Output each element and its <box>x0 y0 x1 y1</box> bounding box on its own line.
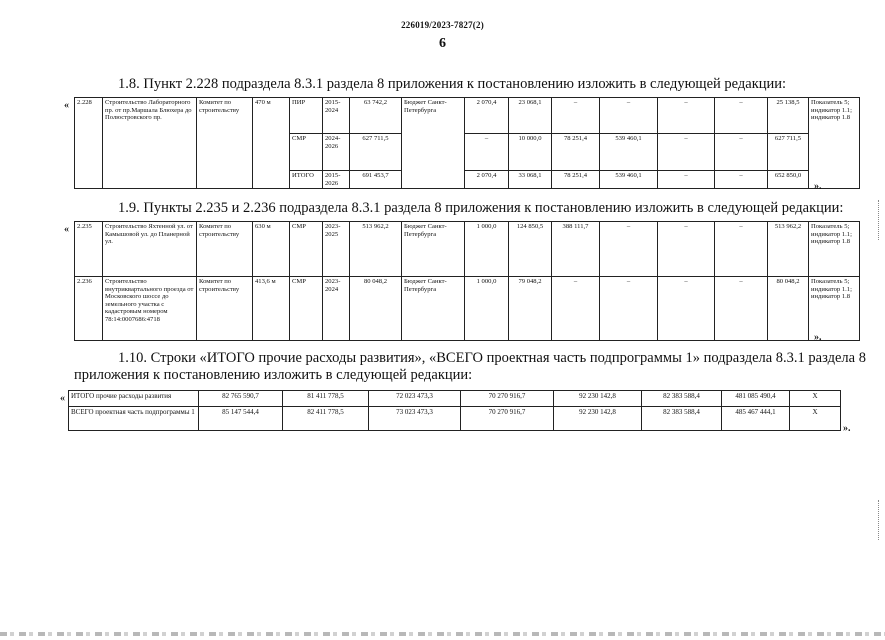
cell-value: 82 765 590,7 <box>199 391 283 407</box>
cell-indicators: Показатель 5; индикатор 1.1; индикатор 1.8 <box>809 277 860 341</box>
table-row <box>69 391 841 407</box>
open-quote-mark: « <box>64 100 69 111</box>
cell-value: Х <box>790 407 841 431</box>
cell-value: 124 850,5 <box>509 222 552 277</box>
cell-name: Строительство Лабораторного пр. от пр.Маршала Блюхера до Полюстровского пр. <box>103 98 197 189</box>
cell-value: – <box>600 98 658 134</box>
document-number: 226019/2023-7827(2) <box>401 20 484 30</box>
cell-value: 85 147 544,4 <box>199 407 283 431</box>
cell-value: 2 070,4 <box>465 171 509 189</box>
paragraph-1-10-line1: 1.10. Строки «ИТОГО прочие расходы развития», «ВСЕГО проектная часть подпрограммы 1» подраздела 8.3.1 раздела 8 <box>118 350 866 366</box>
table-row <box>69 407 841 431</box>
page-number: 6 <box>439 36 446 51</box>
cell-value: 388 111,7 <box>552 222 600 277</box>
cell-value: 72 023 473,3 <box>369 391 461 407</box>
cell-total: 513 962,2 <box>350 222 402 277</box>
scan-edge-mark <box>878 500 885 540</box>
cell-num: 2.228 <box>75 98 103 189</box>
cell-value: – <box>658 171 715 189</box>
cell-period: 2015-2024 <box>323 98 350 134</box>
cell-period: 2015-2026 <box>323 171 350 189</box>
cell-period: 2024-2026 <box>323 134 350 171</box>
cell-value: 23 068,1 <box>509 98 552 134</box>
cell-value: 82 411 778,5 <box>283 407 369 431</box>
scan-noise-line <box>0 632 885 636</box>
cell-value: – <box>715 277 768 341</box>
cell-period: 2023-2024 <box>323 277 350 341</box>
cell-value: 627 711,5 <box>768 134 809 171</box>
cell-value: 33 068,1 <box>509 171 552 189</box>
cell-value: 652 850,0 <box>768 171 809 189</box>
cell-value: 79 048,2 <box>509 277 552 341</box>
cell-value: – <box>715 222 768 277</box>
cell-period: 2023-2025 <box>323 222 350 277</box>
cell-type: ПИР <box>290 98 323 134</box>
cell-value: – <box>600 277 658 341</box>
cell-value: – <box>552 98 600 134</box>
cell-total: 691 453,7 <box>350 171 402 189</box>
cell-type: ИТОГО <box>290 171 323 189</box>
cell-value: 78 251,4 <box>552 134 600 171</box>
close-quote-mark: ». <box>814 181 822 192</box>
cell-value: 1 000,0 <box>465 277 509 341</box>
cell-indicators: Показатель 5; индикатор 1.1; индикатор 1.8 <box>809 98 860 189</box>
cell-value: – <box>658 134 715 171</box>
cell-value: – <box>715 134 768 171</box>
cell-executor: Комитет по строительству <box>197 277 253 341</box>
cell-value: 539 460,1 <box>600 134 658 171</box>
cell-value: – <box>658 98 715 134</box>
cell-value: 73 023 473,3 <box>369 407 461 431</box>
cell-value: 80 048,2 <box>768 277 809 341</box>
cell-value: – <box>465 134 509 171</box>
cell-num: 2.235 <box>75 222 103 277</box>
cell-type: СМР <box>290 277 323 341</box>
table-row <box>75 222 860 277</box>
cell-source: Бюджет Санкт-Петербурга <box>402 222 465 277</box>
cell-capacity: 470 м <box>253 98 290 189</box>
cell-source: Бюджет Санкт-Петербурга <box>402 98 465 189</box>
cell-value: – <box>600 222 658 277</box>
cell-value: – <box>552 277 600 341</box>
cell-value: – <box>715 98 768 134</box>
cell-capacity: 630 м <box>253 222 290 277</box>
cell-type: СМР <box>290 134 323 171</box>
close-quote-mark: ». <box>843 423 851 434</box>
cell-total: 63 742,2 <box>350 98 402 134</box>
cell-total: 80 048,2 <box>350 277 402 341</box>
cell-value: 25 138,5 <box>768 98 809 134</box>
cell-executor: Комитет по строительству <box>197 222 253 277</box>
table-item-2-228 <box>74 97 860 189</box>
cell-name: Строительство внутриквартального проезда от Московского шоссе до земельного участка с кадастровым номером 78:14:0007686:4718 <box>103 277 197 341</box>
cell-value: 82 383 588,4 <box>642 407 722 431</box>
cell-label: ИТОГО прочие расходы развития <box>69 391 199 407</box>
cell-value: 481 085 490,4 <box>722 391 790 407</box>
table-totals <box>68 390 841 431</box>
cell-value: 10 000,0 <box>509 134 552 171</box>
close-quote-mark: ». <box>814 332 822 343</box>
cell-value: 70 270 916,7 <box>461 407 554 431</box>
table-items-2-235-2-236 <box>74 221 860 341</box>
table-row <box>75 277 860 341</box>
cell-value: 82 383 588,4 <box>642 391 722 407</box>
cell-indicators: Показатель 5; индикатор 1.1; индикатор 1.8 <box>809 222 860 277</box>
cell-value: – <box>658 277 715 341</box>
cell-value: 1 000,0 <box>465 222 509 277</box>
cell-capacity: 413,6 м <box>253 277 290 341</box>
cell-label: ВСЕГО проектная часть подпрограммы 1 <box>69 407 199 431</box>
open-quote-mark: « <box>64 224 69 235</box>
cell-total: 627 711,5 <box>350 134 402 171</box>
cell-value: 78 251,4 <box>552 171 600 189</box>
paragraph-1-8: 1.8. Пункт 2.228 подраздела 8.3.1 раздела 8 приложения к постановлению изложить в следующей редакции: <box>118 76 787 92</box>
cell-value: 539 460,1 <box>600 171 658 189</box>
cell-value: 485 467 444,1 <box>722 407 790 431</box>
cell-value: – <box>715 171 768 189</box>
cell-num: 2.236 <box>75 277 103 341</box>
cell-value: 2 070,4 <box>465 98 509 134</box>
cell-executor: Комитет по строительству <box>197 98 253 189</box>
cell-value: 70 270 916,7 <box>461 391 554 407</box>
cell-value: 81 411 778,5 <box>283 391 369 407</box>
cell-value: – <box>658 222 715 277</box>
paragraph-1-9: 1.9. Пункты 2.235 и 2.236 подраздела 8.3.1 раздела 8 приложения к постановлению изложить в следующей редакции: <box>118 200 844 216</box>
paragraph-1-10-line2: приложения к постановлению изложить в следующей редакции: <box>74 367 473 383</box>
cell-name: Строительство Яхтенной ул. от Камышовой ул. до Планерной ул. <box>103 222 197 277</box>
cell-value: 513 962,2 <box>768 222 809 277</box>
cell-source: Бюджет Санкт-Петербурга <box>402 277 465 341</box>
cell-type: СМР <box>290 222 323 277</box>
open-quote-mark: « <box>60 393 65 404</box>
cell-value: Х <box>790 391 841 407</box>
cell-value: 92 230 142,8 <box>554 391 642 407</box>
cell-value: 92 230 142,8 <box>554 407 642 431</box>
scan-edge-mark <box>878 200 885 240</box>
